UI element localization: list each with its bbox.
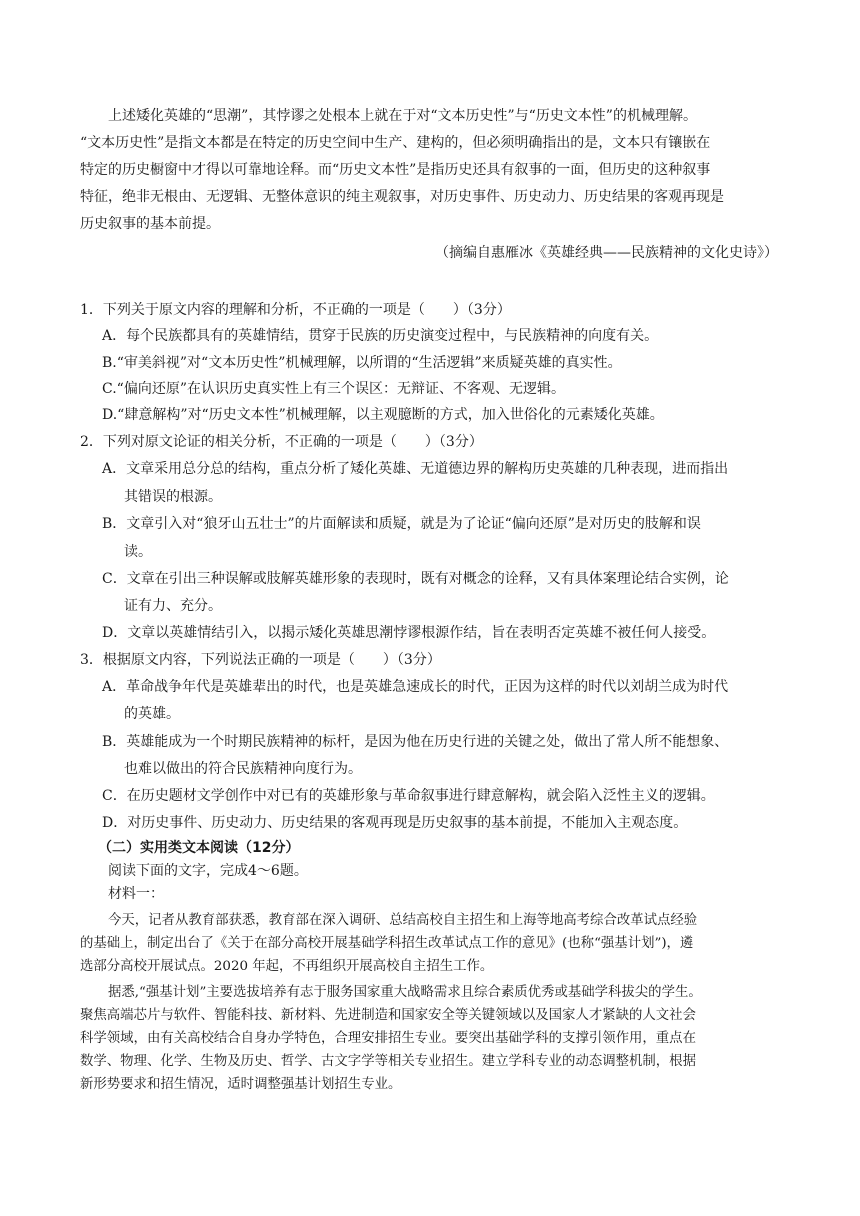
passage-line: 历史叙事的基本前提。 xyxy=(80,216,220,232)
option-b: B.“审美斜视”对“文本历史性”机械理解，以所谓的“生活逻辑”来质疑英雄的真实性。 xyxy=(102,355,622,371)
material-paragraph-line: 聚焦高端芯片与软件、智能科技、新材料、先进制造和国家安全等关键领域以及国家人才紧缺的人文社会 xyxy=(80,1008,696,1023)
option-d: D.“肆意解构”对“历史文本性”机械理解，以主观臆断的方式，加入世俗化的元素矮化英雄。 xyxy=(102,407,664,423)
material-paragraph-line: 科学领域，由有关高校结合自身办学特色，合理安排招生专业。要突出基础学科的支撑引领作用，重点在 xyxy=(80,1031,696,1046)
option-c: C.“偏向还原”在认识历史真实性上有三个误区：无辩证、不客观、无逻辑。 xyxy=(102,381,565,397)
option-c: C．在历史题材文学创作中对已有的英雄形象与革命叙事进行肆意解构，就会陷入泛性主义的逻辑。 xyxy=(102,788,715,804)
material-paragraph-line: 的基础上，制定出台了《关于在部分高校开展基础学科招生改革试点工作的意见》(也称“强基计划”)，遴 xyxy=(80,936,694,951)
section-heading: （二）实用类文本阅读（12分） xyxy=(98,840,300,856)
source-citation: （摘编自惠雁冰《英雄经典——民族精神的文化史诗》） xyxy=(435,245,778,261)
option-b: B．文章引入对“狼牙山五壮士”的片面解读和质疑，就是为了论证“偏向还原”是对历史的肢解和误 xyxy=(102,516,701,532)
material-paragraph-line: 选部分高校开展试点。2020 年起，不再组织开展高校自主招生工作。 xyxy=(80,959,494,974)
material-paragraph-line: 今天，记者从教育部获悉，教育部在深入调研、总结高校自主招生和上海等地高考综合改革试点经验 xyxy=(108,913,698,928)
question-stem: 2．下列对原文论证的相关分析，不正确的一项是（ ）（3分） xyxy=(80,434,483,450)
option-a-continued: 的英雄。 xyxy=(124,706,180,722)
option-b-continued: 读。 xyxy=(124,544,152,560)
section-instruction: 阅读下面的文字，完成4～6题。 xyxy=(108,863,308,879)
option-a: A．文章采用总分总的结构，重点分析了矮化英雄、无道德边界的解构历史英雄的几种表现，进而指出 xyxy=(102,461,729,477)
material-label: 材料一： xyxy=(108,886,164,902)
option-d: D．对历史事件、历史动力、历史结果的客观再现是历史叙事的基本前提，不能加入主观态度。 xyxy=(102,815,688,831)
option-b: B．英雄能成为一个时期民族精神的标杆，是因为他在历史行进的关键之处，做出了常人所不能想象、 xyxy=(102,734,729,750)
option-a: A．每个民族都具有的英雄情结，贯穿于民族的历史演变过程中，与民族精神的向度有关。 xyxy=(102,328,659,344)
question-stem: 1．下列关于原文内容的理解和分析，不正确的一项是（ ）（3分） xyxy=(80,302,511,318)
passage-line: 特征，绝非无根由、无逻辑、无整体意识的纯主观叙事，对历史事件、历史动力、历史结果的客观再现是 xyxy=(80,189,724,205)
passage-line: “文本历史性”是指文本都是在特定的历史空间中生产、建构的，但必须明确指出的是，文本只有镶嵌在 xyxy=(80,135,711,151)
option-a-continued: 其错误的根源。 xyxy=(124,489,222,505)
passage-line: 特定的历史橱窗中才得以可靠地诠释。而“历史文本性”是指历史还具有叙事的一面，但历史的这种叙事 xyxy=(80,162,711,178)
material-paragraph-line: 新形势要求和招生情况，适时调整强基计划招生专业。 xyxy=(80,1077,402,1092)
option-a: A．革命战争年代是英雄辈出的时代，也是英雄急速成长的时代，正因为这样的时代以刘胡兰成为时代 xyxy=(102,679,729,695)
option-d: D．文章以英雄情结引入，以揭示矮化英雄思潮悖谬根源作结，旨在表明否定英雄不被任何人接受。 xyxy=(102,625,716,641)
option-c: C．文章在引出三种误解或肢解英雄形象的表现时，既有对概念的诠释，又有具体案理论结合实例，论 xyxy=(102,571,729,587)
passage-line: 上述矮化英雄的“思潮”，其悖谬之处根本上就在于对“文本历史性”与“历史文本性”的机械理解。 xyxy=(108,108,697,124)
material-paragraph-line: 数学、物理、化学、生物及历史、哲学、古文字学等相关专业招生。建立学科专业的动态调整机制，根据 xyxy=(80,1054,696,1069)
option-b-continued: 也难以做出的符合民族精神向度行为。 xyxy=(124,761,362,777)
material-paragraph-line: 据悉,“强基计划”主要选拔培养有志于服务国家重大战略需求且综合素质优秀或基础学科拔尖的学生。 xyxy=(108,985,702,1000)
question-stem: 3．根据原文内容，下列说法正确的一项是（ ）（3分） xyxy=(80,652,441,668)
option-c-continued: 证有力、充分。 xyxy=(124,598,222,614)
